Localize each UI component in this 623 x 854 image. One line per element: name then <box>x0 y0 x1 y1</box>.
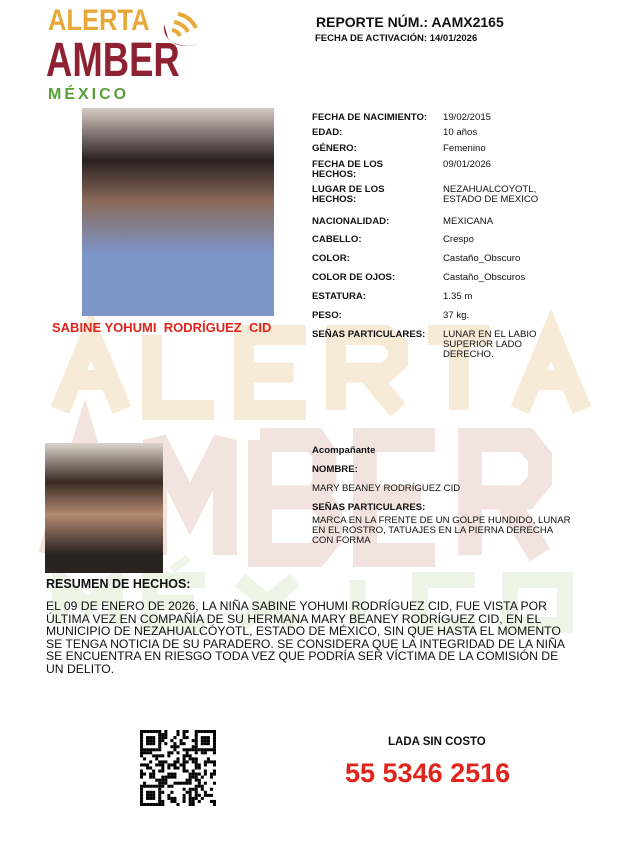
detail-value: NEZAHUALCOYOTL, ESTADO DE MEXICO <box>443 184 539 205</box>
detail-value: Castaño_Obscuros <box>443 272 526 283</box>
detail-label: COLOR: <box>312 253 350 264</box>
detail-row <box>312 235 573 245</box>
detail-row <box>312 311 573 321</box>
child-name: SABINE YOHUMI RODRÍGUEZ CID <box>52 320 272 335</box>
companion-marks: MARCA EN LA FRENTE DE UN GOLPE HUNDIDO, LUNAR EN EL ROSTRO, TATUAJES EN LA PIERNA DERECHA CON FORMA <box>312 515 571 546</box>
summary-text: EL 09 DE ENERO DE 2026, LA NIÑA SABINE YOHUMI RODRÍGUEZ CID, FUE VISTA POR ÚLTIMA VEZ EN COMPAÑÍA DE SU HERMANA MARY BEANEY RODRÍGUEZ CID, EN EL MUNICIPIO DE NEZAHUALCÓYOTL, ESTADO DE MÉXICO, SIN QUE HASTA EL MOMENTO SE TENGA NOTICIA DE SU PARADERO. SE CONSIDERA QUE LA INTEGRIDAD DE LA NIÑA SE ENCUENTRA EN RIESGO TODA VEZ QUE PODRÍA SER VÍCTIMA DE LA COMISIÓN DE UN DELITO. <box>46 599 565 676</box>
detail-row <box>312 254 573 264</box>
toll-free-label: LADA SIN COSTO <box>388 736 486 748</box>
detail-label: LUGAR DE LOS HECHOS: <box>312 184 385 205</box>
logo-mexico: MÉXICO <box>48 86 130 103</box>
companion-title: Acompañante <box>312 445 376 456</box>
watermark-letter <box>155 440 225 555</box>
detail-label: COLOR DE OJOS: <box>312 272 396 283</box>
watermark-accent <box>172 558 189 570</box>
companion-name: MARY BEANEY RODRÍGUEZ CID <box>312 483 461 494</box>
detail-row <box>312 144 573 154</box>
companion-name-label: NOMBRE: <box>312 464 358 475</box>
activation-date: FECHA DE ACTIVACIÓN: 14/01/2026 <box>315 33 478 44</box>
detail-value: 10 años <box>443 127 478 138</box>
detail-label: PESO: <box>312 310 342 321</box>
watermark-letter <box>60 335 122 410</box>
detail-value: Castaño_Obscuro <box>443 253 521 264</box>
detail-row <box>312 217 573 227</box>
signal-icon <box>160 8 200 54</box>
detail-label: NACIONALIDAD: <box>312 216 390 227</box>
detail-value: 09/01/2026 <box>443 159 492 170</box>
watermark-letter <box>244 335 306 410</box>
detail-label: GÉNERO: <box>312 143 357 154</box>
detail-value: MEXICANA <box>443 216 494 227</box>
detail-value: 37 kg. <box>443 310 470 321</box>
report-number: REPORTE NÚM.: AAMX2165 <box>316 14 504 30</box>
detail-row <box>312 128 573 138</box>
detail-value: Femenino <box>443 143 486 154</box>
logo-amber: AMBER <box>46 34 180 87</box>
detail-row <box>312 273 573 283</box>
detail-label: SEÑAS PARTICULARES: <box>312 329 426 340</box>
detail-label: EDAD: <box>312 127 343 138</box>
companion-photo <box>45 443 163 573</box>
detail-row <box>312 185 558 205</box>
detail-row <box>312 160 573 180</box>
summary-title: RESUMEN DE HECHOS: <box>46 577 191 591</box>
child-photo <box>82 108 274 316</box>
companion-marks-label: SEÑAS PARTICULARES: <box>312 502 426 513</box>
detail-label: FECHA DE NACIMIENTO: <box>312 112 428 123</box>
detail-row <box>312 292 573 302</box>
detail-row <box>312 330 548 360</box>
detail-label: CABELLO: <box>312 234 362 245</box>
phone-number[interactable]: 55 5346 2516 <box>345 758 511 788</box>
watermark-letter <box>152 335 214 410</box>
detail-value: 19/02/2015 <box>443 112 492 123</box>
detail-row <box>312 113 573 123</box>
alerta-amber-logo <box>46 6 196 104</box>
detail-value: Crespo <box>443 234 474 245</box>
detail-value: LUNAR EN EL LABIO SUPERIOR LADO DERECHO. <box>443 329 537 360</box>
qr-code[interactable] <box>140 730 216 806</box>
detail-label: FECHA DE LOS HECHOS: <box>312 159 384 180</box>
detail-label: ESTATURA: <box>312 291 367 302</box>
detail-value: 1.35 m <box>443 291 473 302</box>
logo-alerta: ALERTA <box>48 4 150 37</box>
